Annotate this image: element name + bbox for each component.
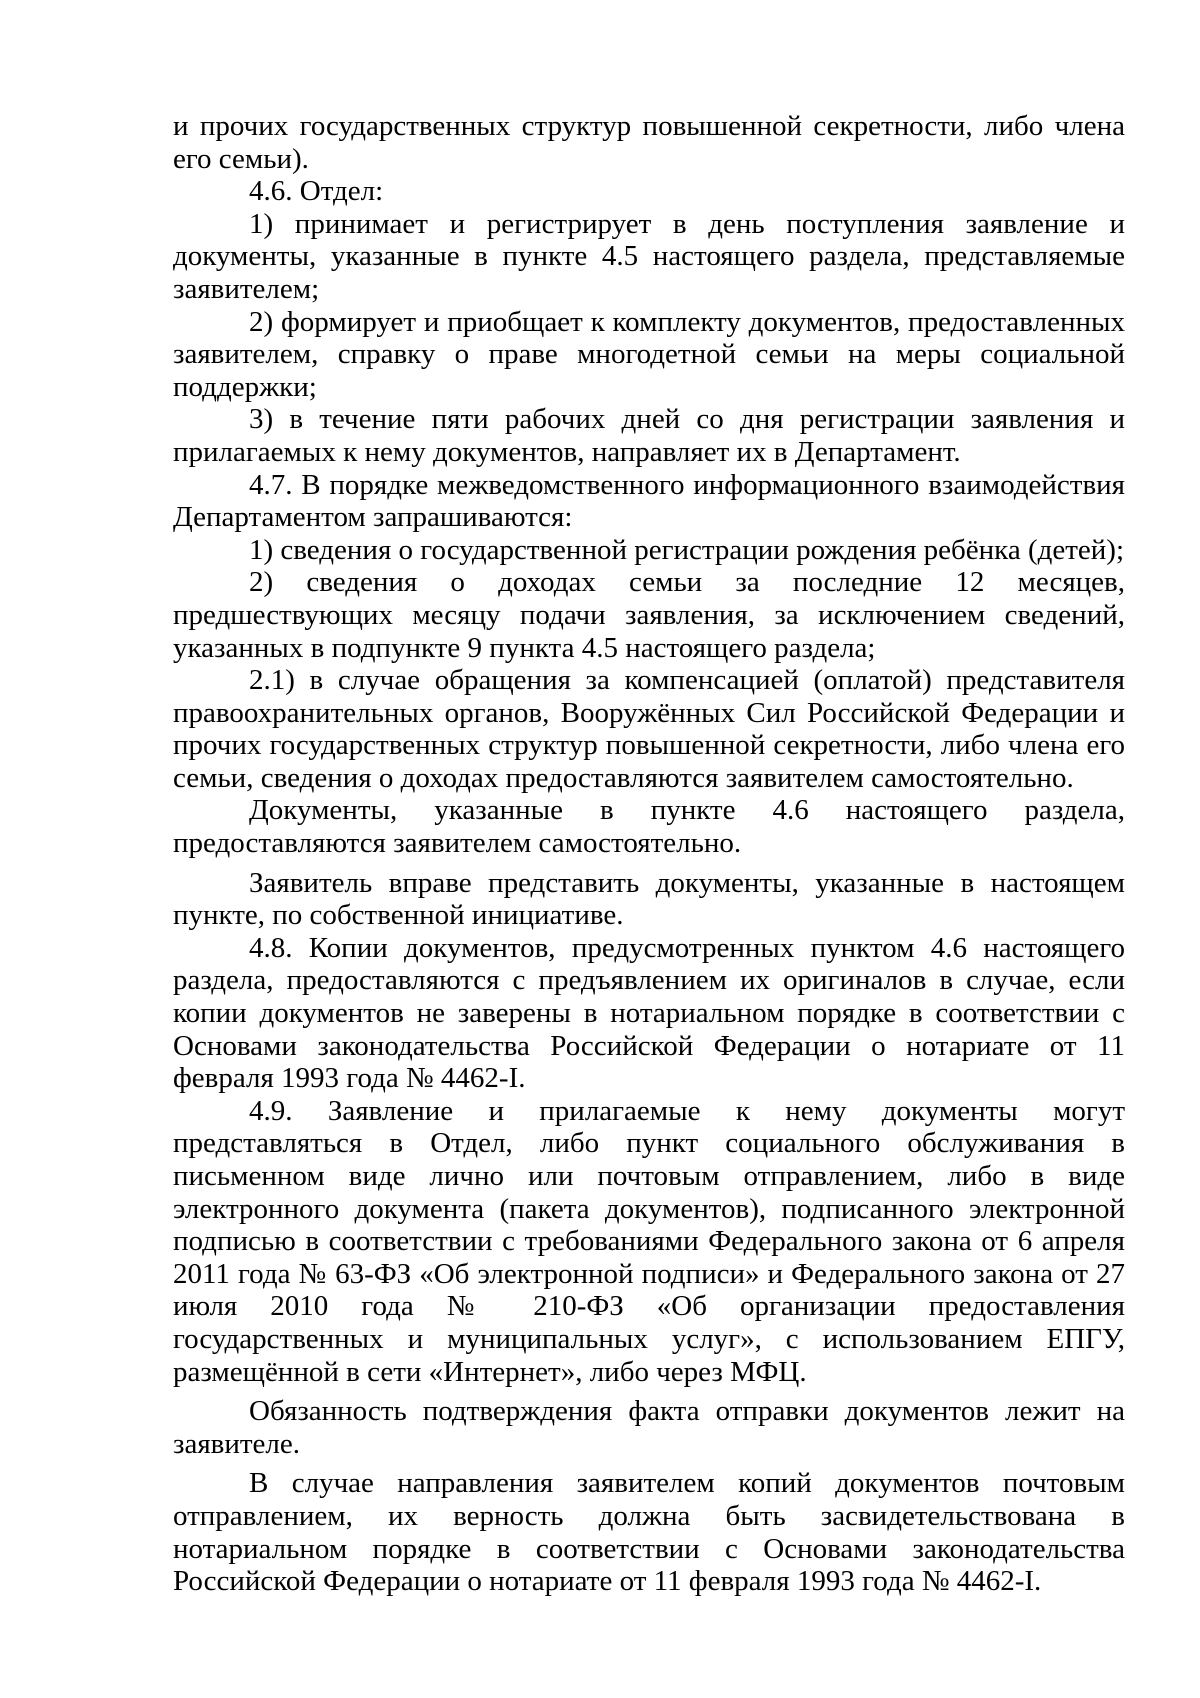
paragraph-4-7: 4.7. В порядке межведомственного информационного взаимодействия Департаментом запрашиваются: bbox=[173, 468, 1125, 534]
paragraph-documents-self: Документы, указанные в пункте 4.6 настоящего раздела, предоставляются заявителем самостоятельно. bbox=[173, 794, 1125, 860]
paragraph-4-6: 4.6. Отдел: bbox=[249, 175, 384, 208]
paragraph-4-6-item-1: 1) принимает и регистрирует в день поступления заявление и документы, указанные в пункте 4.5 настоящего раздела, представляемые заявителем; bbox=[173, 207, 1125, 305]
paragraph-continuation: и прочих государственных структур повышенной секретности, либо члена его семьи). bbox=[173, 110, 1125, 175]
document-body bbox=[173, 110, 1125, 1598]
paragraph-4-7-item-1: 1) сведения о государственной регистрации рождения ребёнка (детей); bbox=[249, 533, 1125, 566]
paragraph-4-6-item-3: 3) в течение пяти рабочих дней со дня регистрации заявления и прилагаемых к нему документов, направляет их в Департамент. bbox=[173, 403, 1125, 468]
paragraph-4-8: 4.8. Копии документов, предусмотренных пунктом 4.6 настоящего раздела, предоставляются с предъявлением их оригиналов в случае, если копии документов не заверены в нотариальном порядке в соответствии с Основами законодательства Российской Федерации о нотариате от 11 февраля 1993 года № 4462-I. bbox=[173, 931, 1125, 1095]
paragraph-4-7-item-2: 2) сведения о доходах семьи за последние 12 месяцев, предшествующих месяцу подачи заявления, за исключением сведений, указанных в подпункте 9 пункта 4.5 настоящего раздела; bbox=[173, 566, 1125, 664]
paragraph-4-9: 4.9. Заявление и прилагаемые к нему документы могут представляться в Отдел, либо пункт социального обслуживания в письменном виде лично или почтовым отправлением, либо в виде электронного документа (пакета документов), подписанного электронной подписью в соответствии с требованиями Федерального закона от 6 апреля 2011 года № 63-ФЗ «Об электронной подписи» и Федерального закона от 27 июля 2010 года № 210-ФЗ «Об организации предоставления государственных и муниципальных услуг», с использованием ЕПГУ, размещённой в сети «Интернет», либо через МФЦ. bbox=[173, 1094, 1125, 1388]
paragraph-4-6-item-2: 2) формирует и приобщает к комплекту документов, предоставленных заявителем, справку о праве многодетной семьи на меры социальной поддержки; bbox=[173, 305, 1125, 403]
paragraph-initiative: Заявитель вправе представить документы, указанные в настоящем пункте, по собственной инициативе. bbox=[173, 866, 1125, 932]
paragraph-obligation: Обязанность подтверждения факта отправки документов лежит на заявителе. bbox=[173, 1395, 1125, 1460]
paragraph-postal-copies: В случае направления заявителем копий документов почтовым отправлением, их верность должна быть засвидетельствована в нотариальном порядке в соответствии с Основами законодательства Российской Федерации о нотариате от 11 февраля 1993 года № 4462-I. bbox=[173, 1467, 1125, 1598]
paragraph-4-7-item-2-1: 2.1) в случае обращения за компенсацией (оплатой) представителя правоохранительных органов, Вооружённых Сил Российской Федерации и прочих государственных структур повышенной секретности, либо члена его семьи, сведения о доходах предоставляются заявителем самостоятельно. bbox=[173, 664, 1125, 794]
